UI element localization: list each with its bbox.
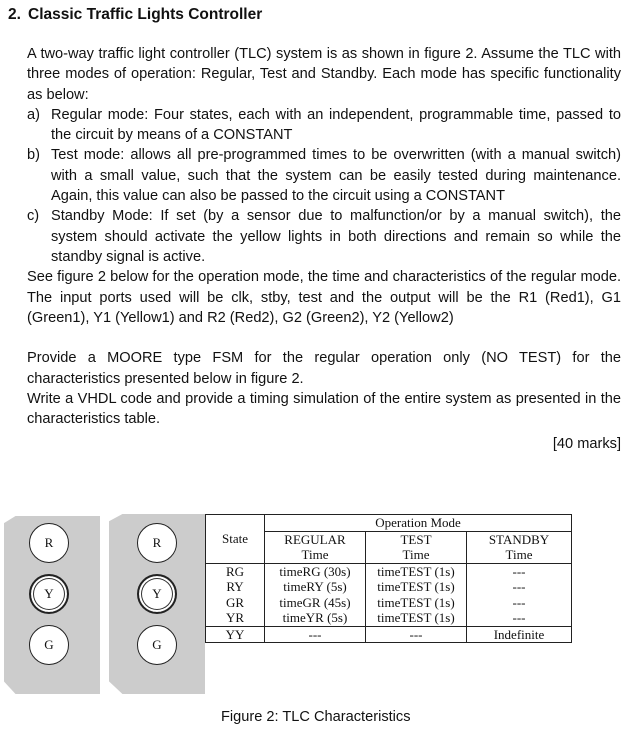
red-light-icon: R xyxy=(29,523,69,563)
table-row xyxy=(206,610,572,626)
red-light-icon: R xyxy=(137,523,177,563)
list-label: b) xyxy=(27,147,40,164)
table-row xyxy=(206,563,572,579)
figure-caption: Figure 2: TLC Characteristics xyxy=(221,709,411,725)
question-title: Classic Traffic Lights Controller xyxy=(28,6,263,23)
intro-paragraph: A two-way traffic light controller (TLC) system is as shown in figure 2. Assume the TLC with three modes of operation: Regular, Test and Standby. Each mode has specific functionality as below: xyxy=(27,46,621,103)
test-time-cell: timeTEST (1s) xyxy=(366,563,467,579)
list-item-standby xyxy=(27,206,621,267)
list-text: Standby Mode: If set (by a sensor due to malfunction/or by a manual switch), the system should activate the yellow lights in both directions and remain so while the standby signal is active. xyxy=(51,208,621,265)
yellow-light-icon: Y xyxy=(137,574,177,614)
time-label: Time xyxy=(265,547,366,563)
question-body xyxy=(27,44,621,454)
state-cell: RG xyxy=(206,563,265,579)
see-figure-paragraph: See figure 2 below for the operation mode, the time and characteristics of the regular mode. The input ports used will be clk, stby, test and the output will be the R1 (Red1), G1 (Green1), Y1 (Yellow1) and R2 (Red2), G2 (Green2), Y2 (Yellow2) xyxy=(27,269,621,326)
time-label: Time xyxy=(366,547,467,563)
task-fsm: Provide a MOORE type FSM for the regular operation only (NO TEST) for the characteristics presented below in figure 2. xyxy=(27,350,621,387)
task-vhdl: Write a VHDL code and provide a timing simulation of the entire system as presented in the characteristics table. xyxy=(27,391,621,428)
list-label: c) xyxy=(27,208,40,225)
green-light-icon: G xyxy=(29,625,69,665)
regular-time-cell: timeRG (30s) xyxy=(265,563,366,579)
state-cell: YR xyxy=(206,610,265,626)
standby-time-cell: --- xyxy=(467,563,572,579)
list-text: Regular mode: Four states, each with an independent, programmable time, passed to the circuit by means of a CONSTANT xyxy=(51,106,621,144)
regular-time-cell: --- xyxy=(265,626,366,643)
test-time-cell: timeTEST (1s) xyxy=(366,595,467,611)
table-row xyxy=(206,626,572,643)
mode-header-regular: REGULAR xyxy=(265,531,366,547)
mode-header-test: TEST xyxy=(366,531,467,547)
state-cell: RY xyxy=(206,579,265,595)
mode-header-standby: STANDBY xyxy=(467,531,572,547)
regular-time-cell: timeGR (45s) xyxy=(265,595,366,611)
tlc-characteristics-table xyxy=(205,514,572,643)
operation-mode-header: Operation Mode xyxy=(265,515,572,532)
standby-time-cell: --- xyxy=(467,595,572,611)
test-time-cell: timeTEST (1s) xyxy=(366,579,467,595)
state-cell: YY xyxy=(206,626,265,643)
test-time-cell: timeTEST (1s) xyxy=(366,610,467,626)
regular-time-cell: timeRY (5s) xyxy=(265,579,366,595)
table-row xyxy=(206,579,572,595)
regular-time-cell: timeYR (5s) xyxy=(265,610,366,626)
table-row xyxy=(206,595,572,611)
standby-time-cell: --- xyxy=(467,610,572,626)
list-item-regular xyxy=(27,105,621,146)
standby-time-cell: --- xyxy=(467,579,572,595)
question-number: 2. xyxy=(8,6,21,23)
yellow-light-icon: Y xyxy=(29,574,69,614)
test-time-cell: --- xyxy=(366,626,467,643)
list-text: Test mode: allows all pre-programmed times to be overwritten (with a manual switch) with a small value, such that the system can be easily tested during maintenance. Again, this value can also be passed to the circuit using a CONSTANT xyxy=(51,147,621,205)
list-label: a) xyxy=(27,106,40,123)
marks: [40 marks] xyxy=(552,435,621,452)
time-label: Time xyxy=(467,547,572,563)
standby-time-cell: Indefinite xyxy=(467,626,572,643)
question-heading xyxy=(8,6,262,24)
list-item-test xyxy=(27,145,621,206)
state-header: State xyxy=(206,515,265,564)
green-light-icon: G xyxy=(137,625,177,665)
state-cell: GR xyxy=(206,595,265,611)
